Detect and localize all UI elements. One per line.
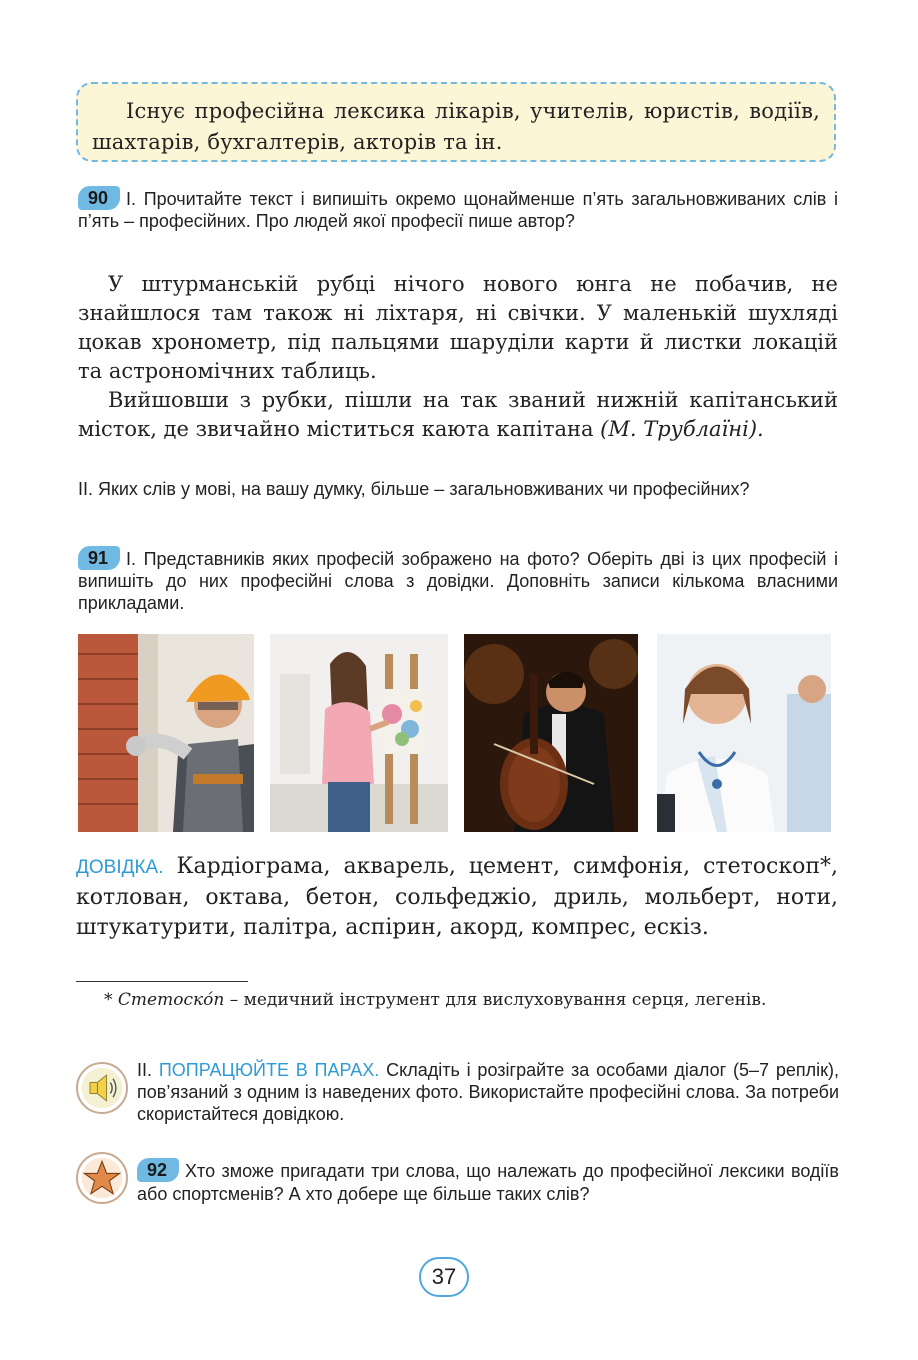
- footnote-star: *: [104, 990, 113, 1010]
- task-91-text: І. Представників яких професій зображено на фото? Оберіть дві із цих професій і випишіть до них професійні слова з довідки. Доповніть записи кількома власними прикладами.: [78, 549, 838, 613]
- cellist-photo: [464, 634, 638, 832]
- reference-label: ДОВІДКА.: [76, 857, 164, 878]
- star-icon: [76, 1152, 128, 1204]
- speaker-icon: [76, 1062, 128, 1114]
- task-92: [137, 1158, 839, 1206]
- exercise-number-badge: 91: [78, 546, 120, 570]
- task-90-text: І. Прочитайте текст і випишіть окремо щонайменше п’ять загальновживаних слів і п’ять – професійних. Про людей якої професії пише автор?: [78, 189, 838, 231]
- task-90-instruction: [78, 186, 838, 232]
- pair-highlight: ПОПРАЦЮЙТЕ В ПАРАХ.: [158, 1060, 380, 1080]
- pair-prefix: ІІ.: [137, 1060, 153, 1080]
- exercise-number-badge: 90: [78, 186, 120, 210]
- footnote-text: – медичний інструмент для вислуховування серця, легенів.: [229, 990, 767, 1010]
- excerpt-paragraph-2: Вийшовши з рубки, пішли на так званий нижній капітанський місток, де звичайно міститься каюта капітана (М. Трублаїні).: [78, 388, 838, 441]
- footnote-term: Стетоско́п: [117, 990, 225, 1010]
- excerpt-paragraph-1: У штурманській рубці нічого нового юнга не побачив, не знайшлося там також ні ліхтаря, ні свічки. У маленькій шухляді цокав хронометр, під пальцями шаруділи карти й листки локацій та астрономічних таблиць.: [78, 272, 838, 383]
- task-92-text: Хто зможе пригадати три слова, що належать до професійної лексики водіїв або спортсменів? А хто добере ще більше таких слів?: [137, 1161, 839, 1204]
- reference-text: Кардіограма, акварель, цемент, симфонія, стетоскоп*, котлован, октава, бетон, сольфеджіо, дриль, мольберт, ноти, штукатурити, палітра, аспірин, акорд, компрес, ескіз.: [76, 854, 838, 940]
- painter-photo: [270, 634, 448, 832]
- pair-text: Складіть і розіграйте за особами діалог (5–7 реплік), пов’язаний з одним із наведених фото. Використайте професійні слова. За потреби скористайтеся довідкою.: [137, 1060, 839, 1124]
- rule-text: Існує професійна лексика лікарів, учителів, юристів, водіїв, шахтарів, бухгалтерів, акторів та ін.: [92, 99, 820, 154]
- reference-words: [76, 852, 838, 943]
- exercise-number-badge: 92: [137, 1158, 179, 1182]
- footnote-divider: [76, 981, 248, 982]
- excerpt-text: [78, 270, 838, 444]
- task-90-question-2: ІІ. Яких слів у мові, на вашу думку, більше – загальновживаних чи професійних?: [78, 479, 750, 499]
- doctor-photo: [657, 634, 831, 832]
- builder-photo: [78, 634, 254, 832]
- pair-work-instruction: [137, 1059, 839, 1125]
- rule-box: [76, 82, 836, 162]
- page-number: 37: [419, 1257, 469, 1297]
- task-91-instruction: [78, 546, 838, 614]
- excerpt-author: (М. Трублаїні).: [600, 417, 764, 441]
- footnote: [76, 988, 838, 1013]
